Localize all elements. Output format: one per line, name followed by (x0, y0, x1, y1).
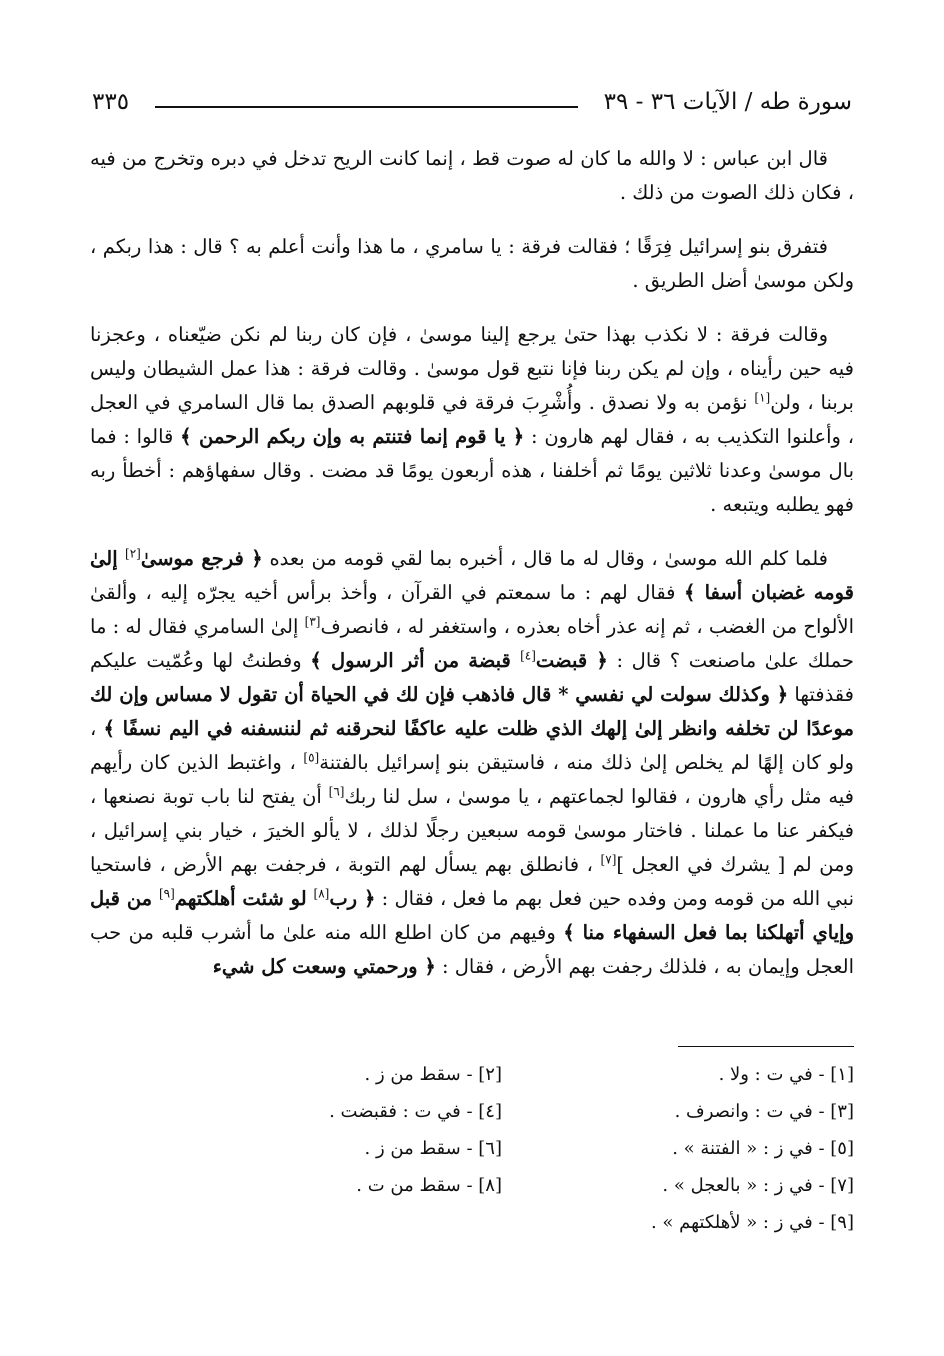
quran-quote: ﴿ يا قوم إنما فتنتم به وإن ربكم الرحمن ﴾ (180, 425, 525, 448)
quran-quote: ﴿ قبضت (535, 649, 608, 672)
quran-quote: ﴿ رب (329, 887, 376, 910)
footnote-ref: [٤] (520, 648, 536, 663)
quran-quote: إلىٰ قومه غضبان أسفا ﴾ (90, 547, 854, 604)
text-run: فتفرق بنو إسرائيل فِرَقًا ؛ فقالت فرقة : يا سامري ، ما هذا وأنت أعلم به ؟ قال : هذا ربكم ، ولكن موسىٰ أضل الطريق . (90, 235, 854, 292)
footnote-ref: [٨] (313, 886, 330, 901)
running-title: سورة طه / الآيات ٣٦ - ٣٩ (603, 89, 852, 115)
footnote-ref: [٩] (158, 886, 175, 901)
text-run: قالوا : فما بال موسىٰ وعدنا ثلاثين يومًا ثم أخلفنا ، هذه أربعون يومًا قد مضت . وقال سفهاؤهم : أخطأ ربه فهو يطلبه ويتبعه . (90, 425, 854, 516)
text-run: ، ولو كان إلهًا لم يخلص إلىٰ ذلك منه ، فاستيقن بنو إسرائيل بالفتنة (90, 717, 854, 774)
paragraph (90, 542, 854, 984)
footnote-item: [١] - في ت : ولا . (718, 1064, 854, 1085)
footnote-item: [٤] - في ت : فقبضت . (329, 1101, 502, 1122)
text-run: وفطنتُ لها وعُمّيت عليكم فقذفتها (90, 649, 854, 706)
footnote-item: [٢] - سقط من ز . (364, 1064, 502, 1085)
header-rule (155, 106, 578, 108)
paragraph (90, 142, 854, 210)
text-run: أن يفتح لنا باب توبة نصنعها ، فيكفر عنا ما عملنا . فاختار موسىٰ قومه سبعين رجلًا لذلك ، لا يألو الخيرَ ، خيار بني إسرائيل ، ومن لم [ يشرك في العجل ] (90, 785, 854, 876)
footnote-item: [٦] - سقط من ز . (364, 1138, 502, 1159)
footnote-ref: [٣] (304, 614, 321, 629)
body-text (90, 142, 854, 1004)
quran-quote: من قبل وإياي أتهلكنا بما فعل السفهاء منا ﴾ (90, 887, 854, 944)
paragraph (90, 318, 854, 522)
text-run: ، واغتبط الذين كان رأيهم فيه مثل رأي هارون ، فقالوا لجماعتهم ، يا موسىٰ ، سل لنا ربك (90, 751, 854, 808)
quran-quote: قبضة من أثر الرسول ﴾ (310, 649, 521, 672)
footnote-item: [٩] - في ز : « لأهلكتهم » . (650, 1212, 854, 1233)
footnote-ref: [٢] (125, 546, 141, 561)
text-run: وفيهم من كان اطلع الله منه علىٰ ما أشرب قلبه من حب العجل وإيمان به ، فلذلك رجفت بهم الأرض ، فقال : (90, 921, 854, 978)
footnote-rule (678, 1046, 854, 1047)
text-run: وقالت فرقة : لا نكذب بهذا حتىٰ يرجع إلينا موسىٰ ، فإن كان ربنا لم نكن ضيّعناه ، وعجزنا فيه حين رأيناه ، وإن لم يكن ربنا فإنا نتبع قول موسىٰ . وقالت فرقة : هذا عمل الشيطان وليس بربنا ، ولن (90, 323, 854, 414)
text-run: فلما كلم الله موسىٰ ، وقال له ما قال ، أخبره بما لقي قومه من بعده (262, 547, 828, 570)
quran-quote: ﴿ فرجع موسىٰ (140, 547, 263, 570)
footnote-ref: [٥] (303, 750, 320, 765)
text-run: ، فانطلق بهم يسأل لهم التوبة ، فرجفت بهم الأرض ، فاستحيا نبي الله من قومه ومن وفده حين فعل بهم ما فعل ، فقال : (90, 853, 854, 910)
footnotes (150, 1064, 854, 1249)
text-run: فقال لهم : ما سمعتم في القرآن ، وأخذ برأس أخيه يجرّه إليه ، وألقىٰ الألواح من الغضب ، ثم إنه عذر أخاه بعذره ، واستغفر له ، فانصرف (90, 581, 854, 638)
quran-quote: ﴿ وكذلك سولت لي نفسي * قال فاذهب فإن لك في الحياة أن تقول لا مساس وإن لك موعدًا لن تخلفه وانظر إلىٰ إلهك الذي ظلت عليه عاكفًا لنحرقنه ثم لننسفنه في اليم نسفًا ﴾ (90, 683, 855, 740)
footnote-ref: [٧] (600, 852, 617, 867)
page-number: ٣٣٥ (92, 89, 130, 115)
text-run: إلىٰ السامري فقال له : ما حملك علىٰ ماصنعت ؟ قال : (90, 615, 854, 672)
footnote-item: [٧] - في ز : « بالعجل » . (662, 1175, 854, 1196)
footnote-ref: [٦] (328, 784, 345, 799)
footnote-ref: [١] (754, 390, 771, 405)
quran-quote: لو شئت أهلكتهم (174, 887, 314, 910)
page-header (92, 82, 852, 122)
footnote-item: [٨] - سقط من ت . (356, 1175, 502, 1196)
text-run: قال ابن عباس : لا والله ما كان له صوت قط ، إنما كانت الريح تدخل في دبره وتخرج من فيه ، فكان ذلك الصوت من ذلك . (90, 147, 854, 204)
text-run: نؤمن به ولا نصدق . وأُشْرِبَ فرقة في قلوبهم الصدق بما قال السامري في العجل ، وأعلنوا التكذيب به ، فقال لهم هارون : (90, 391, 855, 448)
footnote-item: [٣] - في ت : وانصرف . (674, 1101, 854, 1122)
quran-quote: ﴿ ورحمتي وسعت كل شيء (212, 955, 436, 978)
paragraph (90, 230, 854, 298)
footnote-item: [٥] - في ز : « الفتنة » . (672, 1138, 854, 1159)
